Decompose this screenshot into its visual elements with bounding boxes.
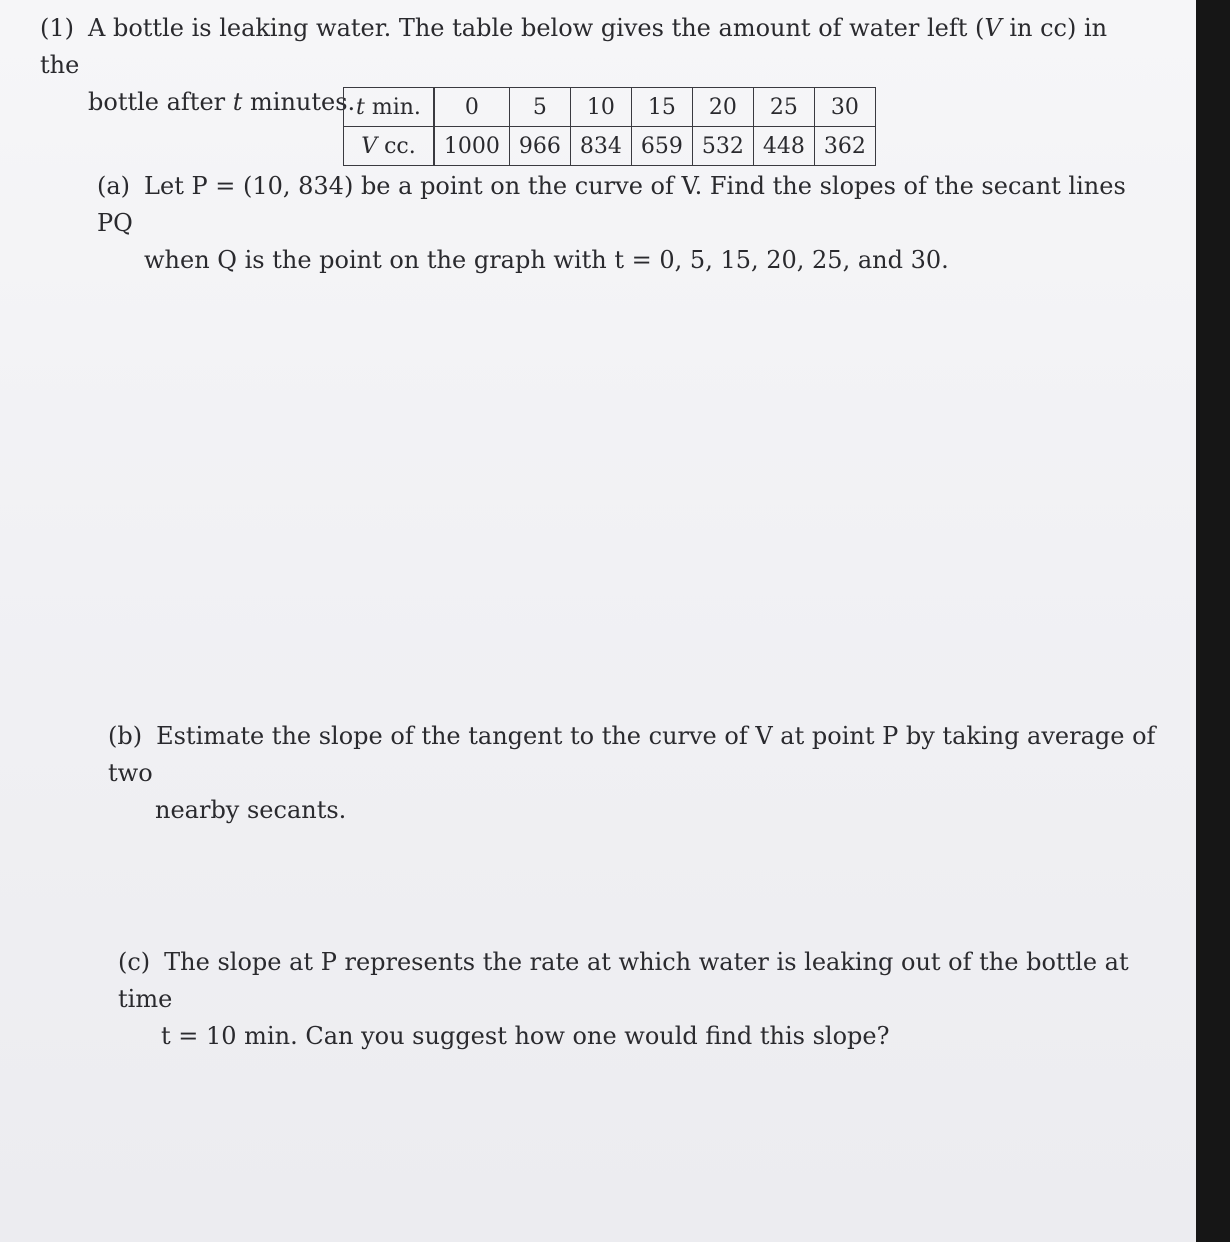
table-row-volume <box>344 127 876 166</box>
table-row-time <box>344 88 876 127</box>
problem-text-2b: minutes. <box>242 88 356 116</box>
problem-var-t: t <box>232 88 243 116</box>
screen-edge <box>1196 0 1230 1242</box>
table-cell: 5 <box>509 88 570 127</box>
header-var-v: V <box>361 133 378 159</box>
table-cell: 362 <box>814 127 875 166</box>
table-cell: 10 <box>570 88 631 127</box>
part-b-line-1: Estimate the slope of the tangent to the curve of V at point P by taking average of two <box>108 722 1156 787</box>
header-unit-cc: cc. <box>377 133 416 159</box>
table-cell: 834 <box>570 127 631 166</box>
table-cell: 659 <box>631 127 692 166</box>
table-row-header-time <box>344 88 434 127</box>
part-b-line-2: nearby secants. <box>155 796 347 824</box>
table-cell: 20 <box>692 88 753 127</box>
header-var-t: t <box>356 94 365 120</box>
part-a-label: (a) <box>97 172 131 200</box>
table-cell: 1000 <box>434 127 510 166</box>
part-a-line-1: Let P = (10, 834) be a point on the curve of V. Find the slopes of the secant lines PQ <box>97 172 1126 237</box>
table-cell: 532 <box>692 127 753 166</box>
problem-number: (1) <box>40 14 74 42</box>
table-cell: 15 <box>631 88 692 127</box>
table-cell: 0 <box>434 88 510 127</box>
part-a-line-2: when Q is the point on the graph with t = 0, 5, 15, 20, 25, and 30. <box>144 246 949 274</box>
data-table <box>343 87 876 166</box>
part-b-label: (b) <box>108 722 143 750</box>
part-c <box>118 944 1178 1055</box>
problem-var-v: V <box>984 14 1002 42</box>
table-cell: 448 <box>753 127 814 166</box>
table-cell: 966 <box>509 127 570 166</box>
part-c-line-2: t = 10 min. Can you suggest how one would find this slope? <box>161 1022 890 1050</box>
part-c-label: (c) <box>118 948 151 976</box>
table-row-header-volume <box>344 127 434 166</box>
table-cell: 30 <box>814 88 875 127</box>
part-a <box>97 168 1157 279</box>
part-b <box>108 718 1168 829</box>
table-cell: 25 <box>753 88 814 127</box>
problem-text-2a: bottle after <box>88 88 233 116</box>
problem-text-1b: in cc) in the <box>40 14 1108 79</box>
header-unit-min: min. <box>364 94 421 120</box>
problem-text-1a: A bottle is leaking water. The table below gives the amount of water left ( <box>88 14 985 42</box>
part-c-line-1: The slope at P represents the rate at which water is leaking out of the bottle at time <box>118 948 1129 1013</box>
